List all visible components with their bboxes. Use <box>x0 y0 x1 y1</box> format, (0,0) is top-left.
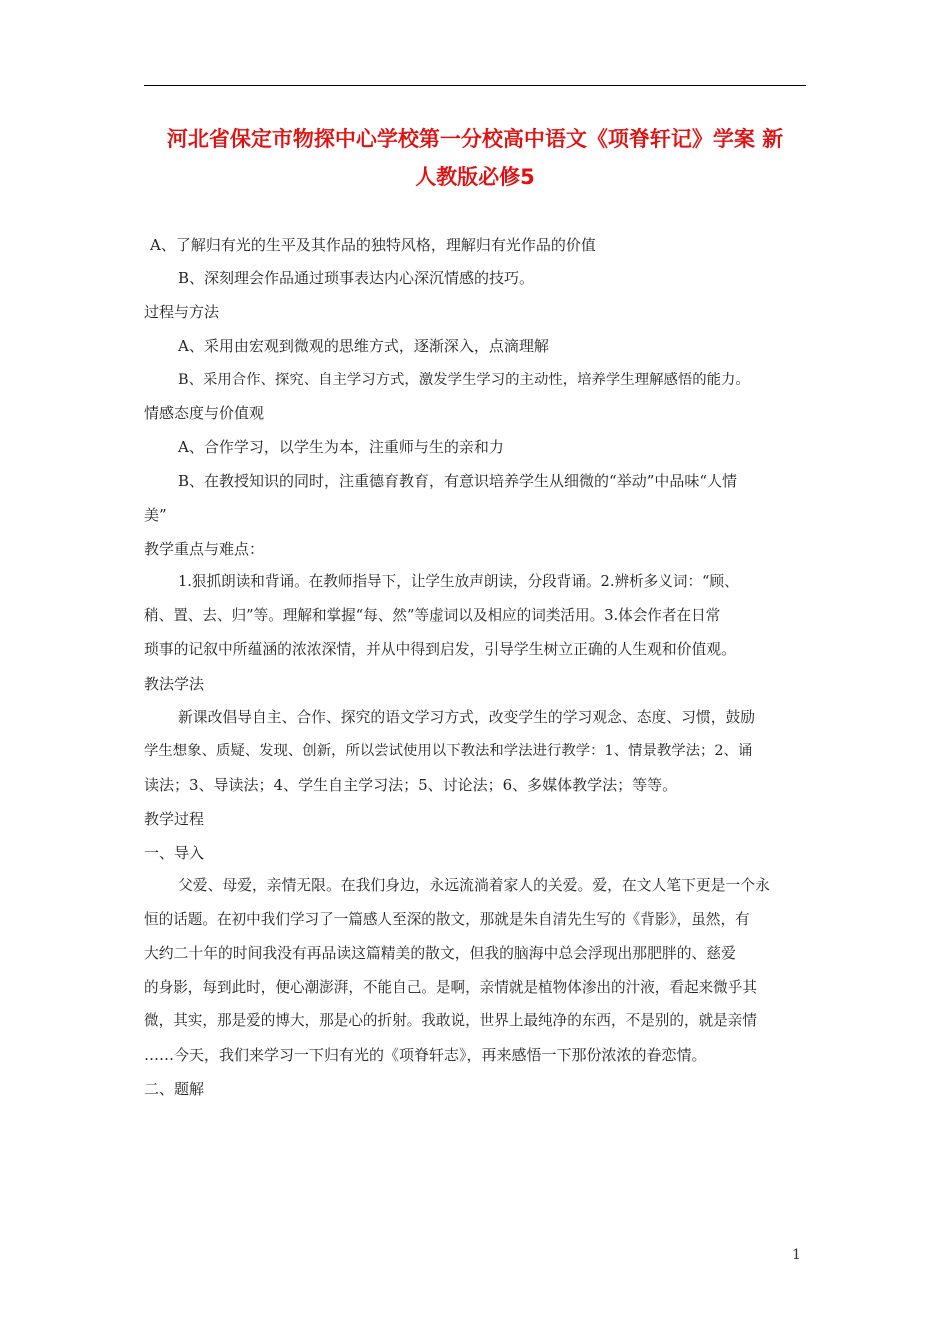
body-line: A、采用由宏观到微观的思维方式，逐渐深入，点滴理解 <box>178 337 549 355</box>
section-heading: 教法学法 <box>144 675 205 693</box>
body-line: B、采用合作、探究、自主学习方式，激发学生学习的主动性，培养学生理解感悟的能力。 <box>178 372 750 388</box>
section-heading: 教学过程 <box>144 810 205 828</box>
section-heading: 二、题解 <box>144 1080 205 1098</box>
body-line: 学生想象、质疑、发现、创新，所以尝试使用以下教法和学法进行教学：1、情景教学法；2、诵 <box>144 743 753 759</box>
title-line-1: 河北省保定市物探中心学校第一分校高中语文《项脊轩记》学案 新 <box>166 127 784 151</box>
body-line: 的身影，每到此时，便心潮澎湃，不能自己。是啊，亲情就是植物体渗出的汁液，看起来微乎其 <box>144 979 757 996</box>
body-line: A、了解归有光的生平及其作品的独特风格，理解归有光作品的价值 <box>150 236 596 254</box>
section-heading: 一、导入 <box>144 844 205 862</box>
body-line: 琐事的记叙中所蕴涵的浓浓深情，并从中得到启发，引导学生树立正确的人生观和价值观。 <box>144 641 736 658</box>
body-line: 父爱、母爱，亲情无限。在我们身边，永远流淌着家人的关爱。爱，在文人笔下更是一个永 <box>178 877 770 894</box>
body-line: 1.狠抓朗读和背诵。在教师指导下，让学生放声朗读，分段背诵。2.辨析多义词：“顾、 <box>178 573 739 590</box>
title-line-2: 人教版必修5 <box>415 165 535 189</box>
body-line: 读法；3、导读法；4、学生自主学习法；5、讨论法；6、多媒体教学法；等等。 <box>144 776 678 794</box>
body-line: 微，其实，那是爱的博大，那是心的折射。我敢说，世界上最纯净的东西，不是别的，就是亲情 <box>144 1012 757 1029</box>
body-line: 恒的话题。在初中我们学习了一篇感人至深的散文，那就是朱自清先生写的《背影》，虽然，有 <box>144 911 750 928</box>
page-number: 1 <box>792 1247 801 1263</box>
body-line: 美” <box>144 506 167 524</box>
body-line: B、在教授知识的同时，注重德育教育，有意识培养学生从细微的“举动”中品味“人情 <box>178 472 738 490</box>
section-heading: 教学重点与难点： <box>144 540 265 558</box>
body-line: A、合作学习，以学生为本，注重师与生的亲和力 <box>178 438 504 456</box>
document-title <box>144 120 806 196</box>
section-heading: 过程与方法 <box>144 303 220 321</box>
body-line: 新课改倡导自主、合作、探究的语文学习方式，改变学生的学习观念、态度、习惯，鼓励 <box>178 709 756 726</box>
body-line: 大约二十年的时间我没有再品读这篇精美的散文，但我的脑海中总会浮现出那肥胖的、慈爱 <box>144 945 736 962</box>
body-line: ……今天，我们来学习一下归有光的《项脊轩志》，再来感悟一下那份浓浓的眷恋情。 <box>144 1046 707 1064</box>
header-rule <box>144 85 806 86</box>
body-line: 稍、置、去、归”等。理解和掌握“每、然”等虚词以及相应的词类活用。3.体会作者在日常 <box>144 607 721 624</box>
section-heading: 情感态度与价值观 <box>144 404 265 422</box>
body-line: B、深刻理会作品通过琐事表达内心深沉情感的技巧。 <box>178 269 535 287</box>
